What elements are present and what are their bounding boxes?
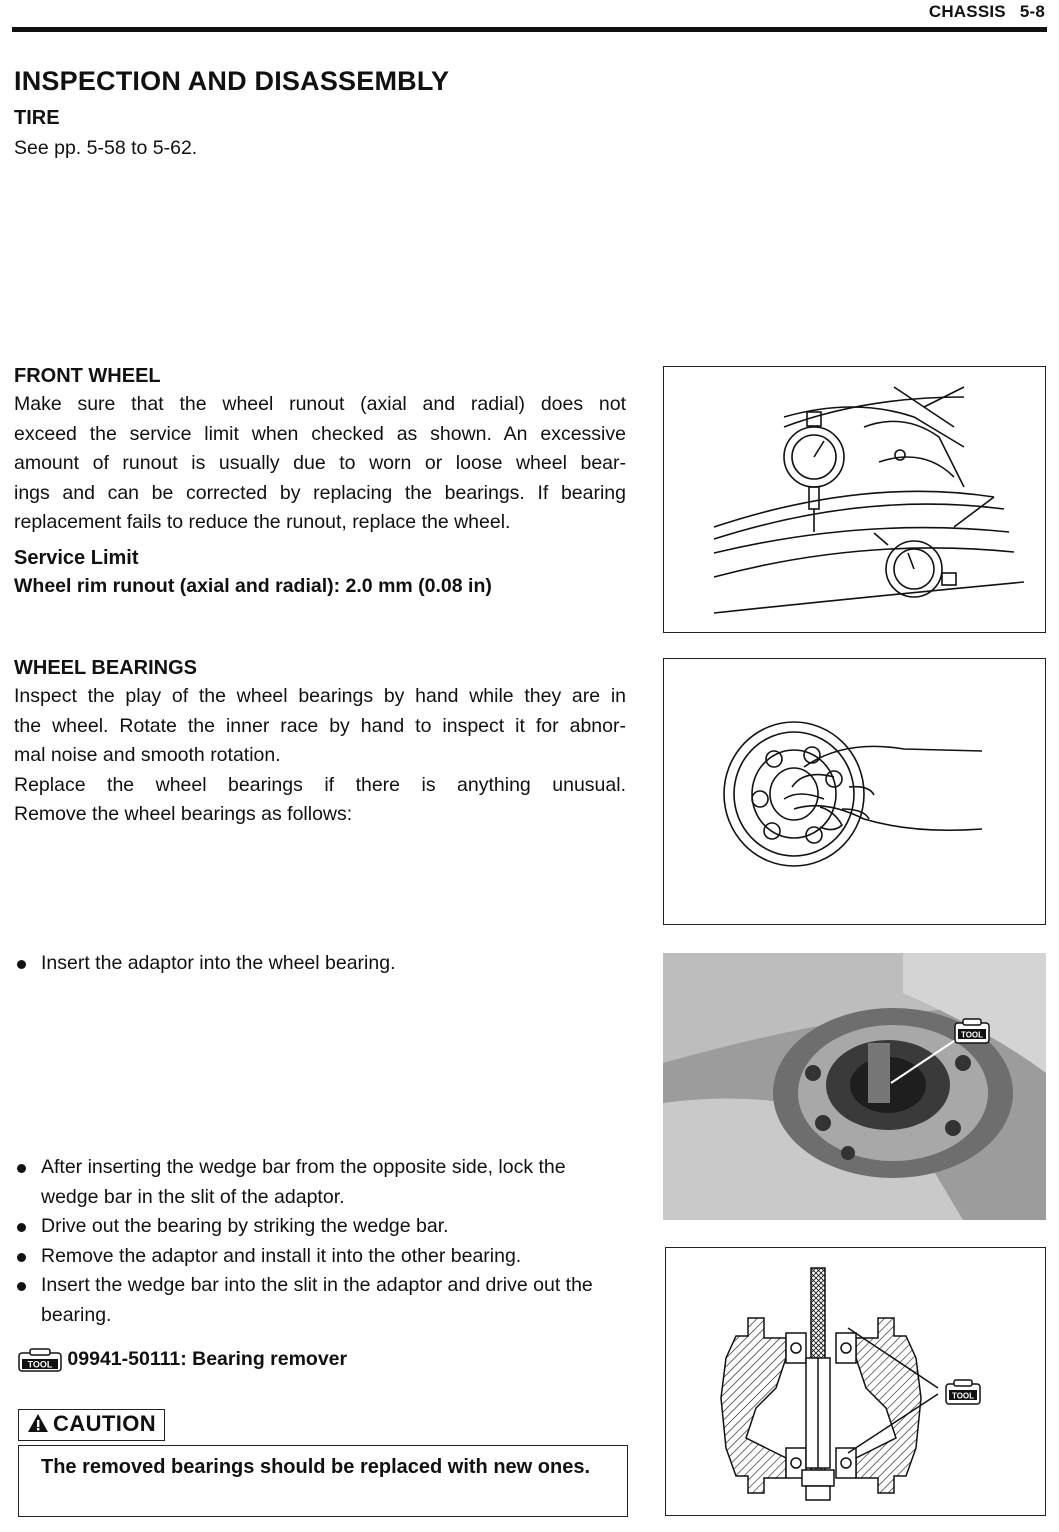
warning-triangle-icon bbox=[27, 1413, 49, 1439]
list-item: After inserting the wedge bar from the opposite side, lock the wedge bar in the slit of the adaptor. bbox=[14, 1153, 628, 1212]
figure-bearing-check bbox=[663, 658, 1046, 925]
caution-box: The removed bearings should be replaced with new ones. bbox=[18, 1445, 628, 1517]
bullet-list-adaptor bbox=[14, 949, 626, 979]
text-line: Make sure that the wheel runout (axial and radial) does not bbox=[14, 393, 626, 415]
text-line: exceed the service limit when checked as shown. An excessive bbox=[14, 422, 626, 445]
figure-wheel-runout bbox=[663, 366, 1046, 633]
header-section: CHASSIS bbox=[928, 2, 1006, 21]
running-header bbox=[929, 2, 1045, 22]
front-wheel-heading: FRONT WHEEL bbox=[14, 365, 161, 387]
list-item: Insert the wedge bar into the slit in the adaptor and drive out the bearing. bbox=[14, 1271, 628, 1330]
figure-bearing-removal-diagram bbox=[665, 1247, 1046, 1516]
special-tool-line bbox=[18, 1348, 347, 1372]
service-limit-value: Wheel rim runout (axial and radial): 2.0 mm (0.08 in) bbox=[14, 575, 492, 597]
header-rule bbox=[12, 27, 1047, 32]
caution-label-text: CAUTION bbox=[53, 1411, 157, 1436]
caution-label bbox=[18, 1409, 165, 1441]
text-line: the wheel. Rotate the inner race by hand to inspect it for abnor- bbox=[14, 714, 626, 737]
tool-badge-label: TOOL bbox=[951, 1391, 975, 1401]
tool-part-number: 09941-50111: Bearing remover bbox=[67, 1348, 348, 1371]
service-limit-heading: Service Limit bbox=[14, 547, 139, 569]
text-line: ings and can be corrected by replacing the bearings. If bearing bbox=[14, 481, 626, 504]
bullet-list-procedure bbox=[14, 1153, 628, 1330]
tire-heading: TIRE bbox=[14, 107, 60, 129]
text-line: mal noise and smooth rotation. bbox=[14, 744, 281, 766]
tire-text: See pp. 5-58 to 5-62. bbox=[14, 137, 198, 159]
list-item: Remove the adaptor and install it into the other bearing. bbox=[14, 1242, 628, 1272]
bearing-hand-illustration bbox=[664, 659, 1044, 923]
wheel-bearings-heading: WHEEL BEARINGS bbox=[14, 657, 197, 679]
text-line: Inspect the play of the wheel bearings by hand while they are in bbox=[14, 685, 626, 707]
text-line: Remove the wheel bearings as follows: bbox=[14, 803, 353, 825]
adaptor-photo-illustration bbox=[663, 953, 1046, 1220]
list-item: Insert the adaptor into the wheel bearing. bbox=[14, 949, 626, 979]
header-page-number: 5-8 bbox=[1019, 2, 1045, 21]
hub-cross-section-illustration bbox=[666, 1248, 1044, 1514]
tool-badge-label: TOOL bbox=[960, 1030, 984, 1040]
text-line: Replace the wheel bearings if there is anything unusual. bbox=[14, 773, 626, 796]
tool-badge-label: TOOL bbox=[27, 1359, 53, 1370]
figure-adaptor-photo bbox=[663, 953, 1046, 1220]
text-line: replacement fails to reduce the runout, replace the wheel. bbox=[14, 511, 511, 533]
page-title: INSPECTION AND DISASSEMBLY bbox=[14, 66, 450, 96]
wheel-runout-illustration bbox=[664, 367, 1044, 631]
wheel-bearings-paragraph bbox=[14, 682, 626, 830]
front-wheel-paragraph bbox=[14, 390, 626, 538]
text-line: amount of runout is usually due to worn or loose wheel bear- bbox=[14, 452, 626, 474]
list-item: Drive out the bearing by striking the wedge bar. bbox=[14, 1212, 628, 1242]
tool-icon bbox=[18, 1348, 62, 1372]
